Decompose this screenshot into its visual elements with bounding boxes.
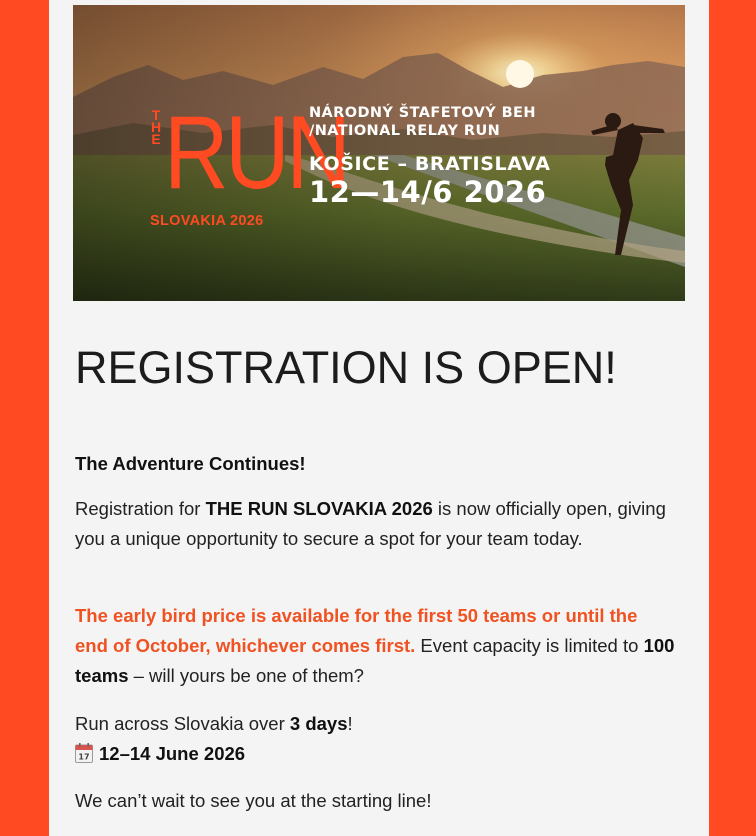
- hero-title-line1: NÁRODNÝ ŠTAFETOVÝ BEH: [309, 105, 536, 121]
- early-bird-highlight: The early bird price is available for the first 50 teams or until the end of October, whichever comes first.: [75, 605, 638, 656]
- closing-line: We can’t wait to see you at the starting line!: [75, 790, 432, 811]
- hero-route: KOŠICE – BRATISLAVA: [309, 153, 551, 175]
- calendar-icon: [75, 743, 93, 763]
- hero-title: [309, 104, 536, 140]
- hero-title-line2: /NATIONAL RELAY RUN: [309, 123, 501, 139]
- paragraph-early-bird: The early bird price is available for the first 50 teams or until the end of October, whichever comes first. Event capacity is limited to 100 teams – will yours be one of them?: [75, 605, 675, 686]
- intro-heading: The Adventure Continues!: [75, 453, 306, 474]
- hero-banner[interactable]: [73, 5, 685, 301]
- event-date: 12–14 June 2026: [99, 743, 246, 764]
- logo-run-text: RUN: [164, 95, 348, 211]
- email-card: [49, 0, 709, 836]
- page-title: REGISTRATION IS OPEN!: [75, 342, 617, 393]
- paragraph-duration: [75, 709, 675, 769]
- event-date-line: [75, 739, 675, 769]
- hero-dates: 12—14/6 2026: [309, 175, 547, 209]
- duration-line: Run across Slovakia over 3 days!: [75, 713, 353, 734]
- paragraph-registration: Registration for THE RUN SLOVAKIA 2026 is now officially open, giving you a unique opportunity to secure a spot for your team today.: [75, 498, 666, 549]
- logo-subtitle: SLOVAKIA 2026: [150, 213, 264, 229]
- logo-the-text: THE: [148, 107, 164, 143]
- svg-text:17: 17: [78, 752, 90, 762]
- event-name: THE RUN SLOVAKIA 2026: [205, 498, 433, 519]
- team-capacity: 100 teams: [75, 635, 675, 686]
